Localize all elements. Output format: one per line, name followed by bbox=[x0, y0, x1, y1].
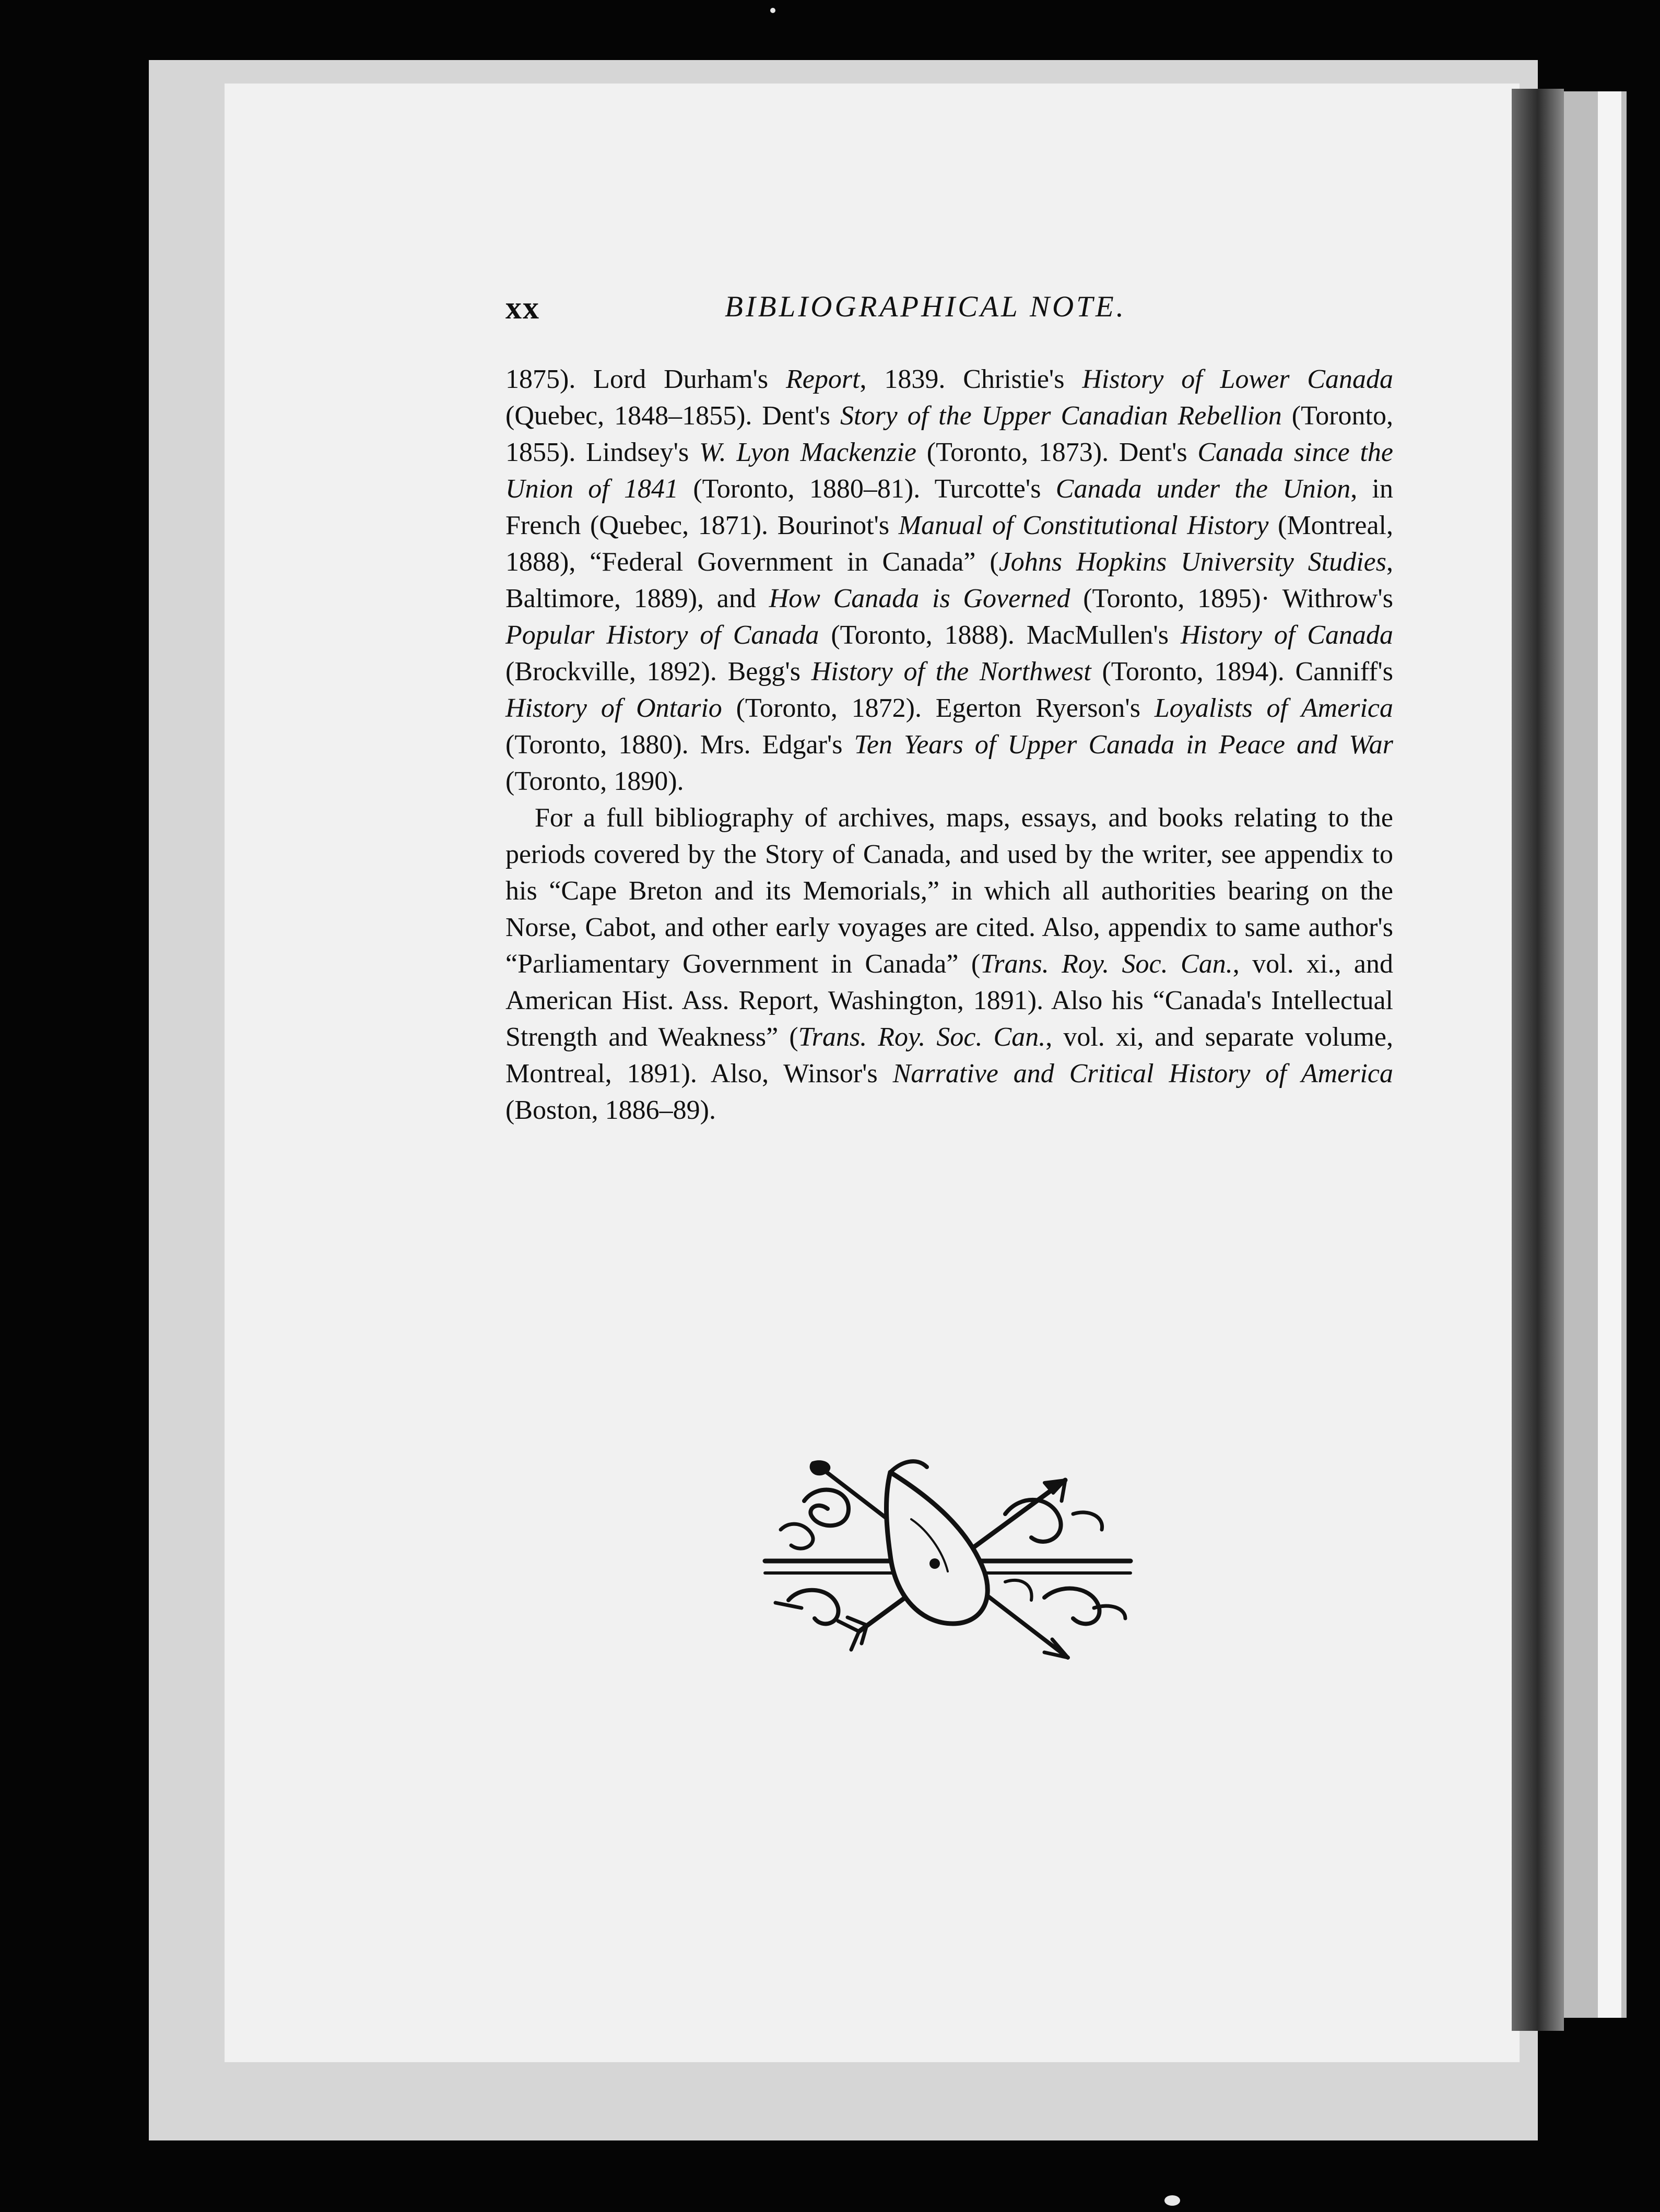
arrow-and-powder-horn-ornament-icon bbox=[760, 1451, 1136, 1671]
text-span: (Montreal, 1888), “Federal Government in Canada” ( bbox=[505, 511, 1393, 577]
running-head: BIBLIOGRAPHICAL NOTE. bbox=[725, 290, 1126, 323]
text-span: (Toronto, 1895)· Withrow's bbox=[1070, 584, 1393, 613]
title-upper-canadian-rebellion: Story of the Upper Canadian Rebellion bbox=[840, 401, 1282, 431]
text-span: (Brockville, 1892). Begg's bbox=[505, 657, 811, 687]
text-span: (Boston, 1886–89). bbox=[505, 1095, 716, 1125]
text-span: (Toronto, 1872). Egerton Ryerson's bbox=[722, 693, 1155, 723]
title-trans-roy-soc: Trans. Roy. Soc. Can. bbox=[798, 1022, 1046, 1052]
paragraph-2 bbox=[505, 800, 1393, 1129]
page-number: xx bbox=[505, 290, 540, 326]
text-span: , 1839. Christie's bbox=[860, 364, 1082, 394]
text-span: (Toronto, 1855). Lindsey's bbox=[505, 401, 1393, 467]
text-span: , Baltimore, 1889), and bbox=[505, 547, 1393, 613]
text-span: , vol. xi., and American Hist. Ass. Report, Washington, 1891). Also his “Canada's Intellectual Strength and Weakness” ( bbox=[505, 949, 1394, 1052]
text-span: , vol. xi, and separate volume, Montreal, 1891). Also, Winsor's bbox=[505, 1022, 1393, 1089]
title-constitutional-history: Manual of Constitutional History bbox=[898, 511, 1269, 540]
text-span: For a full bibliography of archives, maps, essays, and books relating to the periods covered by the Story of Canada, and used by the writer, see appendix to his “Cape Breton and its Memorials,” in which all authorities bearing on the Norse, Cabot, and other early voyages are cited. Also, appendix to same author's “Parliamentary Government in Canada” ( bbox=[505, 803, 1393, 979]
title-how-canada-governed: How Canada is Governed bbox=[769, 584, 1070, 613]
text-span: (Toronto, 1880–81). Turcotte's bbox=[678, 474, 1056, 504]
text-span: (Toronto, 1873). Dent's bbox=[916, 437, 1198, 467]
text-span: (Quebec, 1848–1855). Dent's bbox=[505, 401, 840, 431]
text-span: (Toronto, 1894). Canniff's bbox=[1091, 657, 1393, 687]
title-history-of-canada: History of Canada bbox=[1180, 620, 1393, 650]
title-canada-under-union: Canada under the Union bbox=[1055, 474, 1351, 504]
title-loyalists-america: Loyalists of America bbox=[1154, 693, 1393, 723]
paragraph-1 bbox=[505, 361, 1393, 800]
text-span: 1875). Lord Durham's bbox=[505, 364, 786, 394]
title-johns-hopkins-studies: Johns Hopkins University Studies bbox=[998, 547, 1386, 577]
paper-speck bbox=[770, 8, 775, 13]
title-history-lower-canada: History of Lower Canada bbox=[1082, 364, 1393, 394]
title-history-ontario: History of Ontario bbox=[505, 693, 722, 723]
text-span: (Toronto, 1888). MacMullen's bbox=[819, 620, 1181, 650]
facing-page-sliver bbox=[1598, 91, 1621, 2018]
text-span: , in French (Quebec, 1871). Bourinot's bbox=[505, 474, 1394, 540]
title-popular-history: Popular History of Canada bbox=[505, 620, 819, 650]
body-text bbox=[505, 361, 1393, 1129]
title-trans-roy-soc: Trans. Roy. Soc. Can. bbox=[980, 949, 1233, 979]
text-span: (Toronto, 1880). Mrs. Edgar's bbox=[505, 730, 854, 760]
text-span: (Toronto, 1890). bbox=[505, 766, 684, 796]
title-report: Report bbox=[785, 364, 860, 394]
title-lyon-mackenzie: W. Lyon Mackenzie bbox=[699, 437, 916, 467]
title-history-northwest: History of the Northwest bbox=[811, 657, 1091, 687]
paper-speck bbox=[1164, 2195, 1180, 2206]
title-narrative-critical-history: Narrative and Critical History of America bbox=[892, 1059, 1393, 1089]
page-header bbox=[505, 290, 1393, 326]
title-canada-since-union: Canada since the Union of 1841 bbox=[505, 437, 1393, 504]
title-ten-years-upper-canada: Ten Years of Upper Canada in Peace and War bbox=[854, 730, 1393, 760]
book-gutter bbox=[1512, 89, 1564, 2031]
